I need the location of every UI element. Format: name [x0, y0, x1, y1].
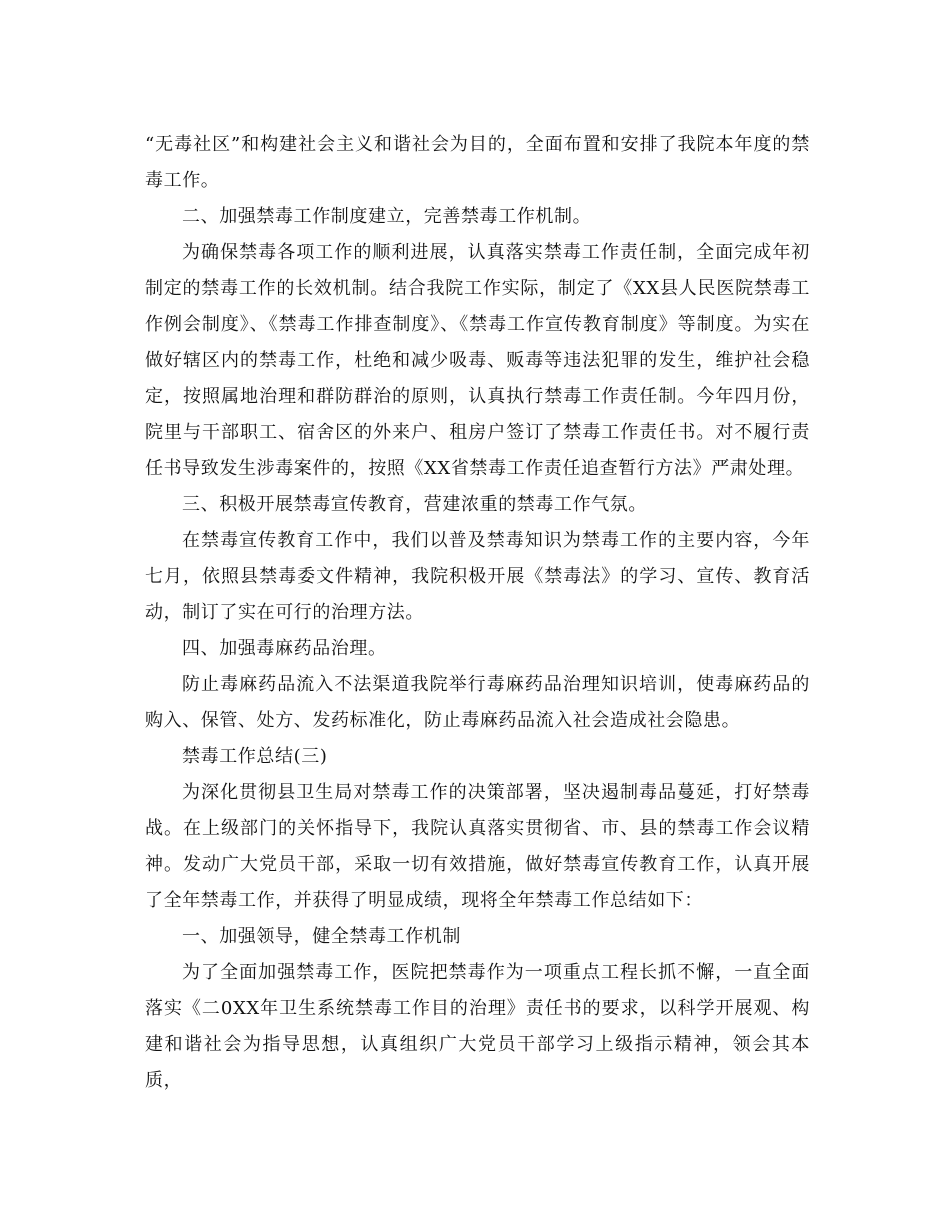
summary-title-3: 禁毒工作总结(三) — [182, 746, 328, 767]
paragraph-drug-management: 防止毒麻药品流入不法渠道我院举行毒麻药品治理知识培训，使毒麻药品的购入、保管、处方、发药标准化，防止毒麻药品流入社会造成社会隐患。 — [145, 674, 810, 731]
paragraph-leadership: 为了全面加强禁毒工作，医院把禁毒作为一项重点工程长抓不懈，一直全面落实《二0XX年卫生系统禁毒工作目的治理》责任书的要求，以科学开展观、构建和谐社会为指导思想，认真组织广大党员干部学习上级指示精神，领会其本质， — [145, 962, 810, 1091]
paragraph-summary-intro: 为深化贯彻县卫生局对禁毒工作的决策部署，坚决遏制毒品蔓延，打好禁毒战。在上级部门的关怀指导下，我院认真落实贯彻省、市、县的禁毒工作会议精神。发动广大党员干部，采取一切有效措施，做好禁毒宣传教育工作，认真开展了全年禁毒工作，并获得了明显成绩，现将全年禁毒工作总结如下： — [145, 782, 810, 911]
section-heading-1: 一、加强领导，健全禁毒工作机制 — [182, 926, 461, 947]
paragraph-intro-continuation: “无毒社区”和构建社会主义和谐社会为目的，全面布置和安排了我院本年度的禁毒工作。 — [145, 134, 810, 191]
section-heading-3: 三、积极开展禁毒宣传教育，营建浓重的禁毒工作气氛。 — [182, 494, 647, 515]
section-heading-2: 二、加强禁毒工作制度建立，完善禁毒工作机制。 — [182, 206, 592, 227]
section-heading-4: 四、加强毒麻药品治理。 — [182, 638, 387, 659]
document-body — [145, 127, 810, 1099]
paragraph-publicity: 在禁毒宣传教育工作中，我们以普及禁毒知识为禁毒工作的主要内容，今年七月，依照县禁毒委文件精神，我院积极开展《禁毒法》的学习、宣传、教育活动，制订了实在可行的治理方法。 — [145, 530, 810, 623]
paragraph-system-building: 为确保禁毒各项工作的顺利进展，认真落实禁毒工作责任制，全面完成年初制定的禁毒工作的长效机制。结合我院工作实际，制定了《XX县人民医院禁毒工作例会制度》、《禁毒工作排查制度》、《禁毒工作宣传教育制度》等制度。为实在做好辖区内的禁毒工作，杜绝和减少吸毒、贩毒等违法犯罪的发生，维护社会稳定，按照属地治理和群防群治的原则，认真执行禁毒工作责任制。今年四月份，院里与干部职工、宿舍区的外来户、租房户签订了禁毒工作责任书。对不履行责任书导致发生涉毒案件的，按照《XX省禁毒工作责任追查暂行方法》严肃处理。 — [145, 242, 810, 479]
